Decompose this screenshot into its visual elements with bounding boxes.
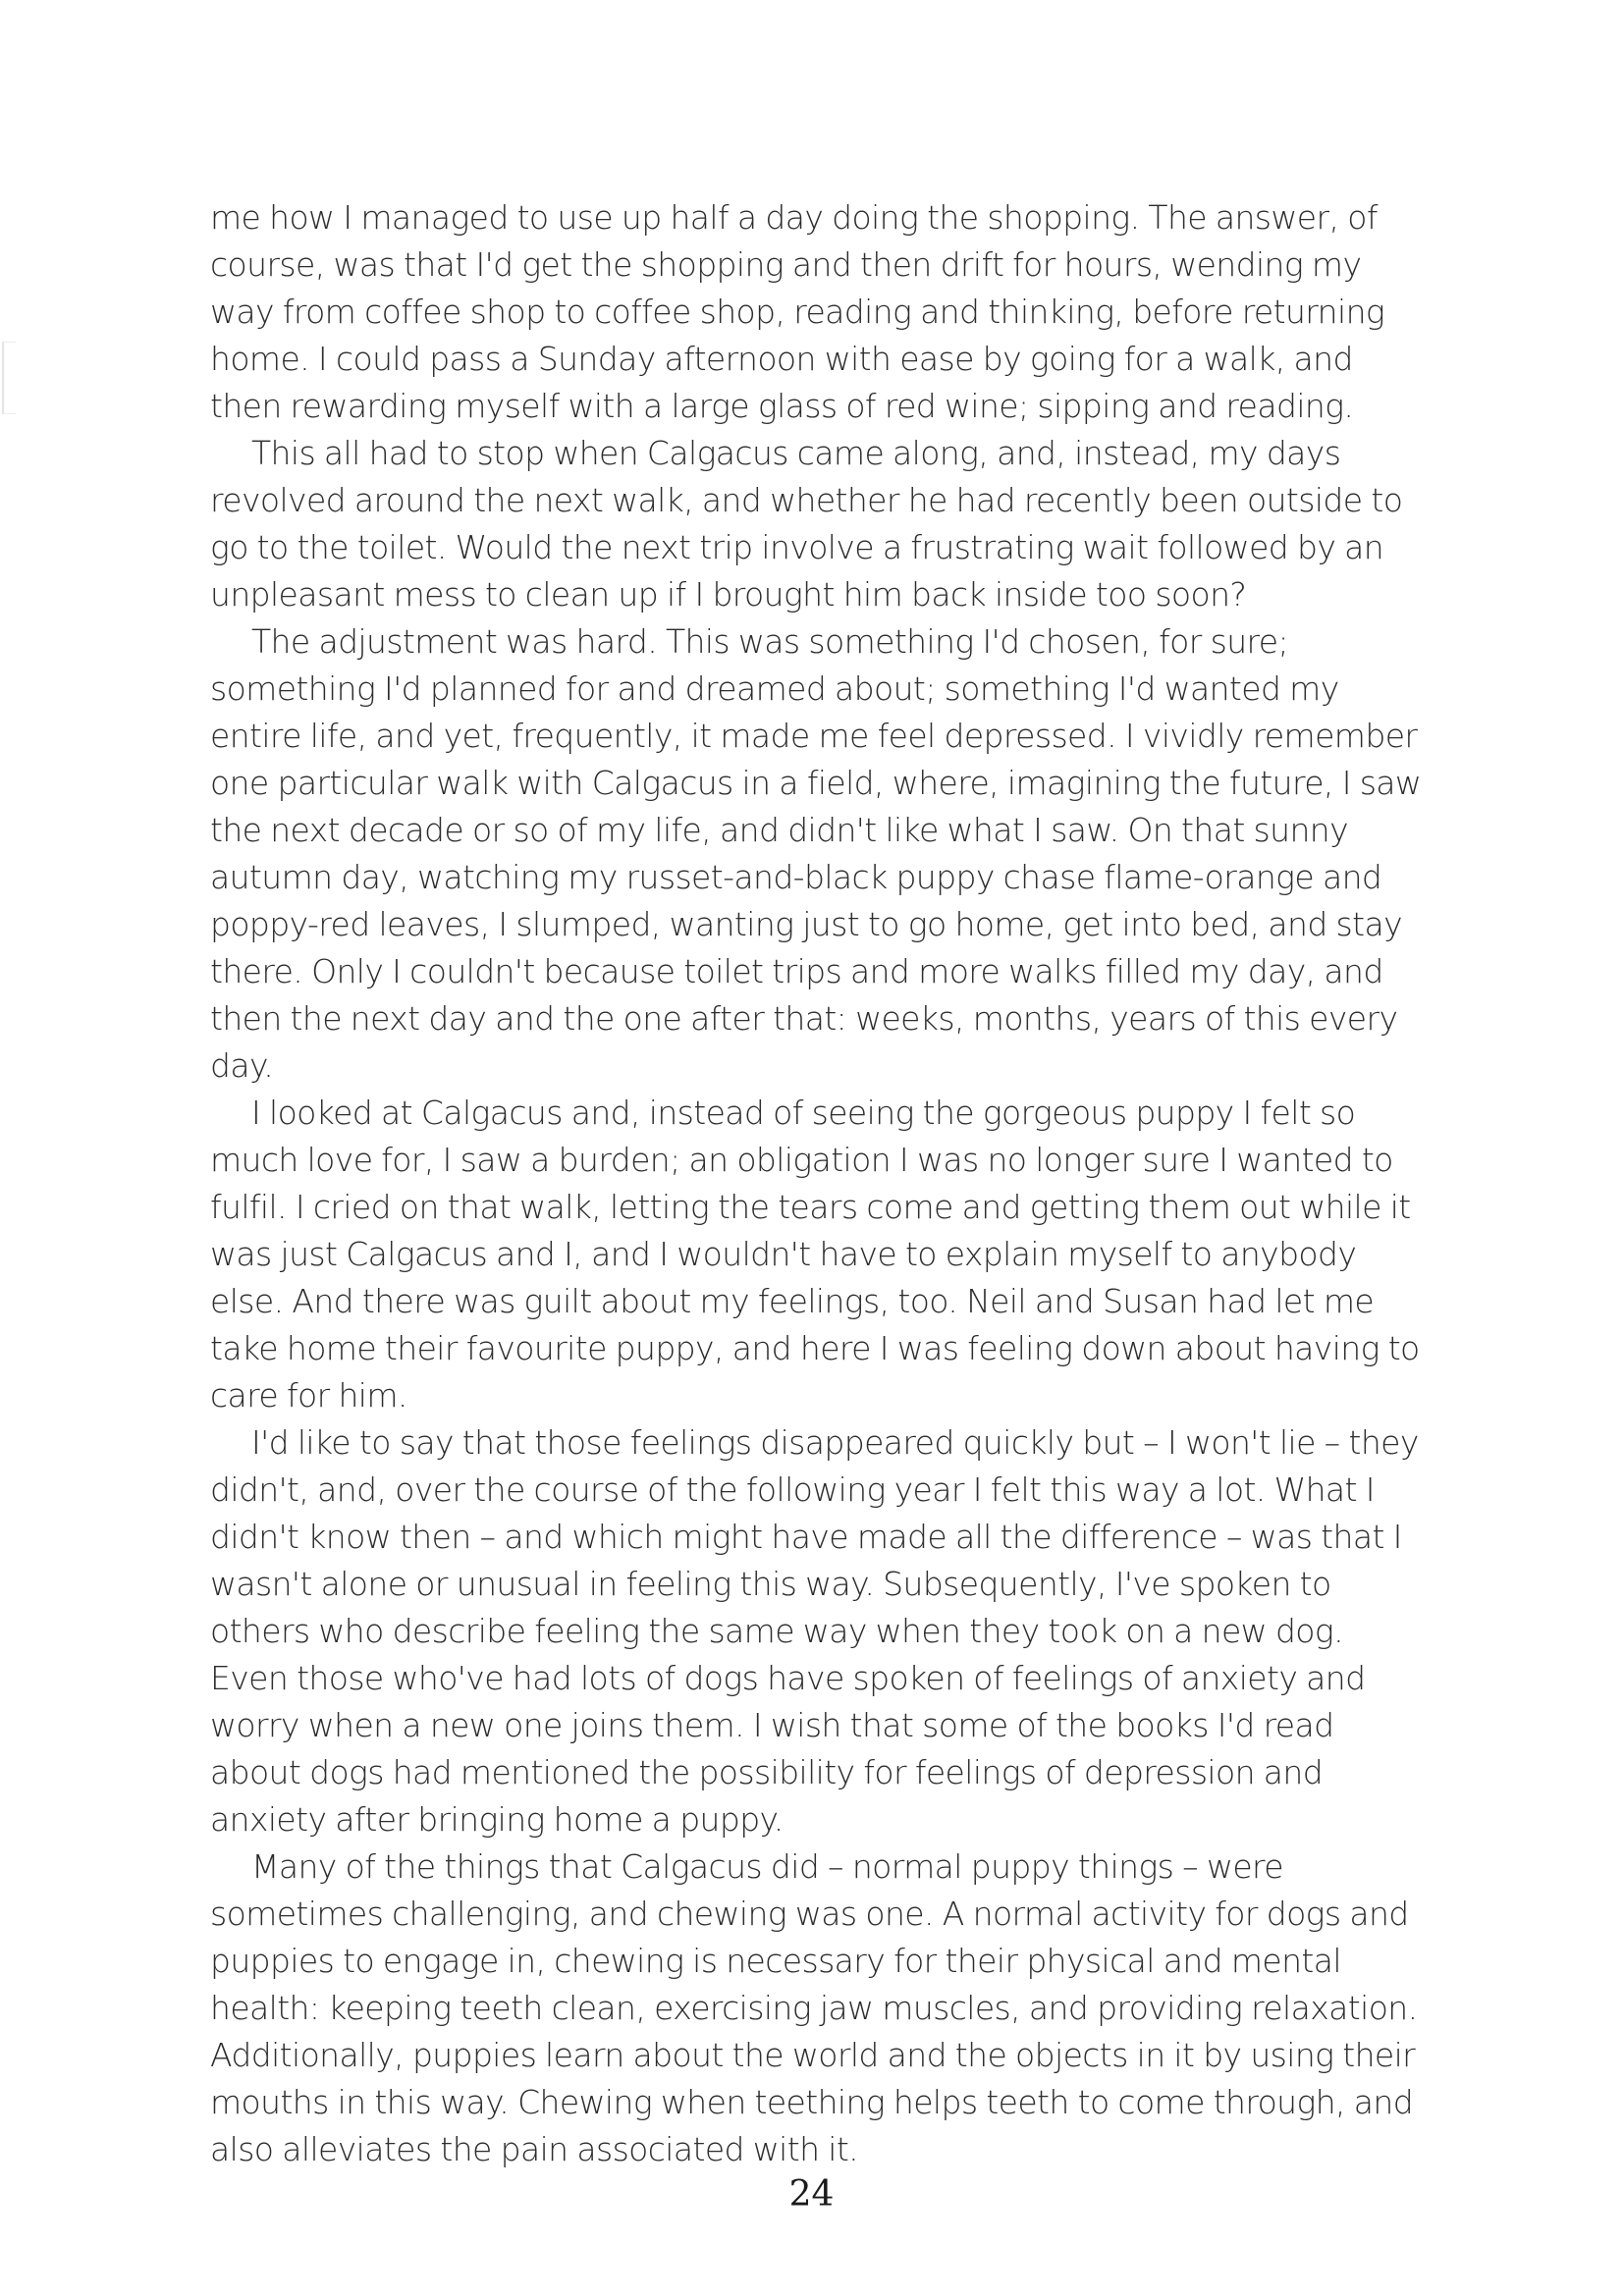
paragraph-3: The adjustment was hard. This was something I'd chosen, for sure; something I'd planned for and dreamed about; something I'd wanted my entire life, and yet, frequently, it made me feel depressed. I vividly remember one particular walk with Calgacus in a field, where, imagining the future, I saw the next decade or so of my life, and didn't like what I saw. On that sunny autumn day, watching my russet-and-black puppy chase flame-orange and poppy-red leaves, I slumped, wanting just to go home, get into bed, and stay there. Only I couldn't because toilet trips and more walks filled my day, and then the next day and the one after that: weeks, months, years of this every day.	[210, 622, 1422, 1085]
body-text	[210, 194, 1428, 2173]
paragraph-6: Many of the things that Calgacus did – normal puppy things – were sometimes challenging, and chewing was one. A normal activity for dogs and puppies to engage in, chewing is necessary for their physical and mental health: keeping teeth clean, exercising jaw muscles, and providing relaxation. Additionally, puppies learn about the world and the objects in it by using their mouths in this way. Chewing when teething helps teeth to come through, and also alleviates the pain associated with it.	[210, 1847, 1418, 2168]
paragraph-4: I looked at Calgacus and, instead of seeing the gorgeous puppy I felt so much love for, I saw a burden; an obligation I was no longer sure I wanted to fulfil. I cried on that walk, letting the tears come and getting them out while it was just Calgacus and I, and I wouldn't have to explain myself to anybody else. And there was guilt about my feelings, too. Neil and Susan had let me take home their favourite puppy, and here I was feeling down about having to care for him.	[210, 1094, 1420, 1415]
paragraph-1: me how I managed to use up half a day doing the shopping. The answer, of course, was that I'd get the shopping and then drift for hours, wending my way from coffee shop to coffee shop, reading and thinking, before returning home. I could pass a Sunday afternoon with ease by going for a walk, and then rewarding myself with a large glass of red wine; sipping and reading.	[210, 198, 1385, 425]
paragraph-5: I'd like to say that those feelings disappeared quickly but – I won't lie – they didn't, and, over the course of the following year I felt this way a lot. What I didn't know then – and which might have made all the difference – was that I wasn't alone or unusual in feeling this way. Subsequently, I've spoken to others who describe feeling the same way when they took on a new dog. Even those who've had lots of dogs have spoken of feelings of anxiety and worry when a new one joins them. I wish that some of the books I'd read about dogs had mentioned the possibility for feelings of depression and anxiety after bringing home a puppy.	[210, 1423, 1419, 1839]
page-number: 24	[788, 2174, 835, 2215]
page-edge-mark	[2, 342, 16, 414]
paragraph-2: This all had to stop when Calgacus came along, and, instead, my days revolved around the next walk, and whether he had recently been outside to go to the toilet. Would the next trip involve a frustrating wait followed by an unpleasant mess to clean up if I brought him back inside too soon?	[210, 434, 1403, 614]
